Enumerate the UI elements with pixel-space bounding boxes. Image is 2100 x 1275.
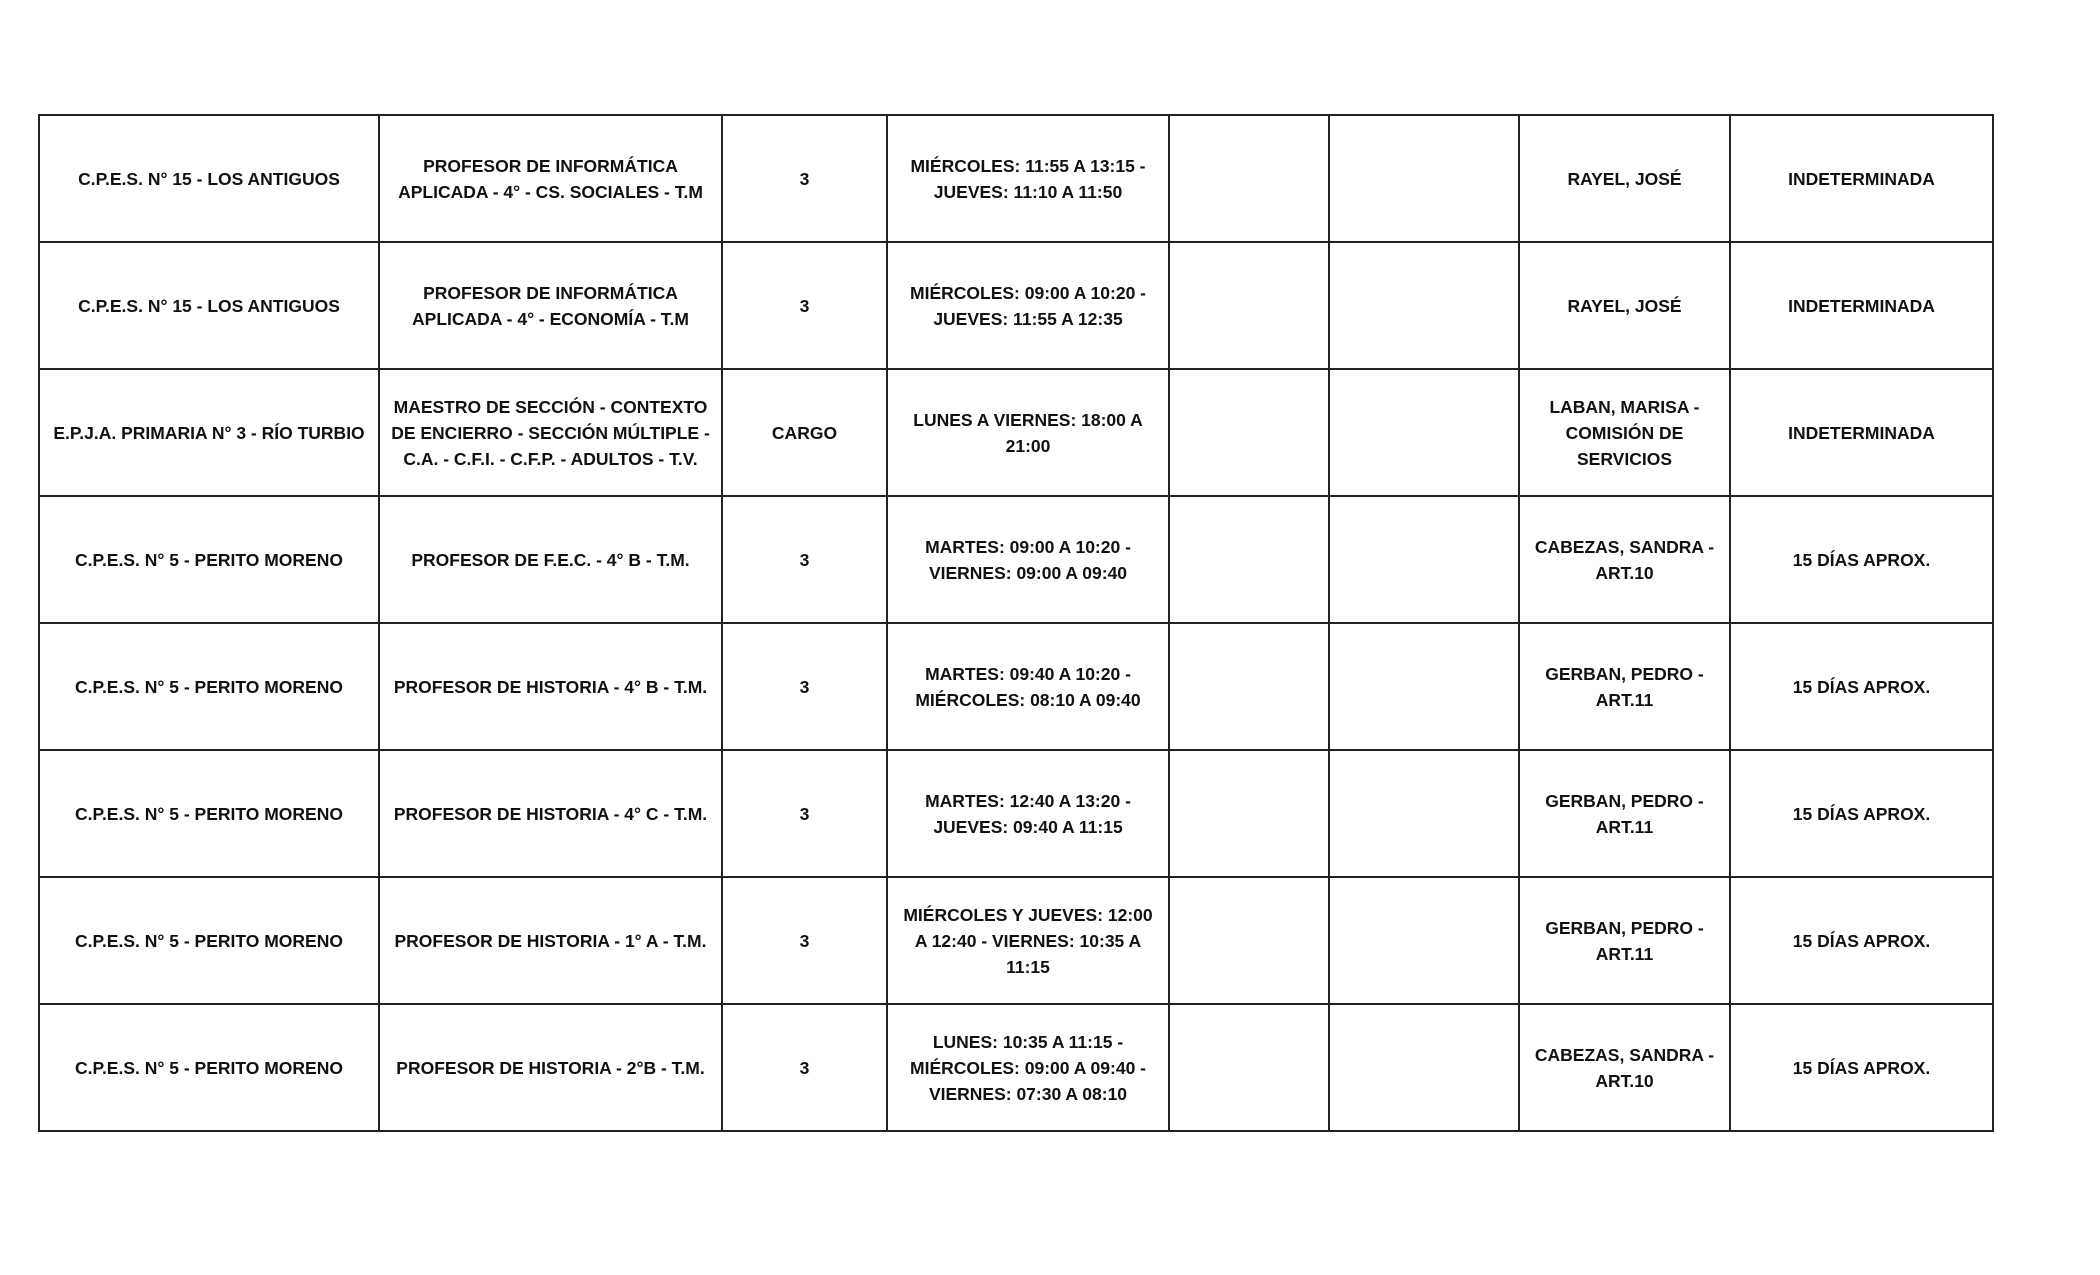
schedule-cell: LUNES: 10:35 A 11:15 - MIÉRCOLES: 09:00 A 09:40 - VIERNES: 07:30 A 08:10 bbox=[887, 1004, 1169, 1131]
schedule-cell: MARTES: 12:40 A 13:20 - JUEVES: 09:40 A 11:15 bbox=[887, 750, 1169, 877]
table-row bbox=[39, 877, 1993, 1004]
position-cell: PROFESOR DE HISTORIA - 4° C - T.M. bbox=[379, 750, 722, 877]
schedule-cell: MIÉRCOLES: 11:55 A 13:15 - JUEVES: 11:10 A 11:50 bbox=[887, 115, 1169, 242]
position-cell: PROFESOR DE INFORMÁTICA APLICADA - 4° - CS. SOCIALES - T.M bbox=[379, 115, 722, 242]
empty-cell bbox=[1169, 623, 1329, 750]
schedule-cell: MIÉRCOLES Y JUEVES: 12:00 A 12:40 - VIERNES: 10:35 A 11:15 bbox=[887, 877, 1169, 1004]
table-row bbox=[39, 1004, 1993, 1131]
school-cell: C.P.E.S. N° 5 - PERITO MORENO bbox=[39, 750, 379, 877]
duration-cell: 15 DÍAS APROX. bbox=[1730, 623, 1993, 750]
holder-cell: GERBAN, PEDRO - ART.11 bbox=[1519, 750, 1730, 877]
empty-cell bbox=[1169, 877, 1329, 1004]
empty-cell bbox=[1169, 369, 1329, 496]
holder-cell: GERBAN, PEDRO - ART.11 bbox=[1519, 877, 1730, 1004]
holder-cell: CABEZAS, SANDRA - ART.10 bbox=[1519, 496, 1730, 623]
holder-cell: CABEZAS, SANDRA - ART.10 bbox=[1519, 1004, 1730, 1131]
school-cell: C.P.E.S. N° 5 - PERITO MORENO bbox=[39, 496, 379, 623]
hours-cell: 3 bbox=[722, 1004, 887, 1131]
position-cell: PROFESOR DE HISTORIA - 4° B - T.M. bbox=[379, 623, 722, 750]
empty-cell bbox=[1169, 1004, 1329, 1131]
holder-cell: LABAN, MARISA - COMISIÓN DE SERVICIOS bbox=[1519, 369, 1730, 496]
position-cell: PROFESOR DE HISTORIA - 2°B - T.M. bbox=[379, 1004, 722, 1131]
school-cell: E.P.J.A. PRIMARIA N° 3 - RÍO TURBIO bbox=[39, 369, 379, 496]
table-row bbox=[39, 115, 1993, 242]
holder-cell: RAYEL, JOSÉ bbox=[1519, 115, 1730, 242]
school-cell: C.P.E.S. N° 15 - LOS ANTIGUOS bbox=[39, 115, 379, 242]
table-row bbox=[39, 750, 1993, 877]
empty-cell bbox=[1169, 496, 1329, 623]
empty-cell bbox=[1169, 750, 1329, 877]
empty-cell bbox=[1329, 242, 1519, 369]
duration-cell: INDETERMINADA bbox=[1730, 242, 1993, 369]
holder-cell: RAYEL, JOSÉ bbox=[1519, 242, 1730, 369]
position-cell: MAESTRO DE SECCIÓN - CONTEXTO DE ENCIERRO - SECCIÓN MÚLTIPLE - C.A. - C.F.I. - C.F.P. - ADULTOS - T.V. bbox=[379, 369, 722, 496]
empty-cell bbox=[1329, 877, 1519, 1004]
vacancy-table bbox=[38, 114, 1994, 1132]
table-row bbox=[39, 369, 1993, 496]
duration-cell: INDETERMINADA bbox=[1730, 115, 1993, 242]
hours-cell: 3 bbox=[722, 877, 887, 1004]
school-cell: C.P.E.S. N° 15 - LOS ANTIGUOS bbox=[39, 242, 379, 369]
hours-cell: 3 bbox=[722, 496, 887, 623]
hours-cell: CARGO bbox=[722, 369, 887, 496]
empty-cell bbox=[1329, 496, 1519, 623]
hours-cell: 3 bbox=[722, 750, 887, 877]
table-row bbox=[39, 242, 1993, 369]
empty-cell bbox=[1329, 1004, 1519, 1131]
table-row bbox=[39, 496, 1993, 623]
school-cell: C.P.E.S. N° 5 - PERITO MORENO bbox=[39, 877, 379, 1004]
table-row bbox=[39, 623, 1993, 750]
schedule-cell: MARTES: 09:00 A 10:20 - VIERNES: 09:00 A 09:40 bbox=[887, 496, 1169, 623]
duration-cell: 15 DÍAS APROX. bbox=[1730, 496, 1993, 623]
schedule-cell: MARTES: 09:40 A 10:20 - MIÉRCOLES: 08:10 A 09:40 bbox=[887, 623, 1169, 750]
empty-cell bbox=[1169, 242, 1329, 369]
position-cell: PROFESOR DE INFORMÁTICA APLICADA - 4° - ECONOMÍA - T.M bbox=[379, 242, 722, 369]
empty-cell bbox=[1329, 115, 1519, 242]
empty-cell bbox=[1329, 623, 1519, 750]
position-cell: PROFESOR DE F.E.C. - 4° B - T.M. bbox=[379, 496, 722, 623]
school-cell: C.P.E.S. N° 5 - PERITO MORENO bbox=[39, 623, 379, 750]
holder-cell: GERBAN, PEDRO - ART.11 bbox=[1519, 623, 1730, 750]
position-cell: PROFESOR DE HISTORIA - 1° A - T.M. bbox=[379, 877, 722, 1004]
schedule-cell: MIÉRCOLES: 09:00 A 10:20 - JUEVES: 11:55 A 12:35 bbox=[887, 242, 1169, 369]
empty-cell bbox=[1169, 115, 1329, 242]
duration-cell: INDETERMINADA bbox=[1730, 369, 1993, 496]
hours-cell: 3 bbox=[722, 623, 887, 750]
duration-cell: 15 DÍAS APROX. bbox=[1730, 750, 1993, 877]
hours-cell: 3 bbox=[722, 242, 887, 369]
duration-cell: 15 DÍAS APROX. bbox=[1730, 877, 1993, 1004]
schedule-cell: LUNES A VIERNES: 18:00 A 21:00 bbox=[887, 369, 1169, 496]
duration-cell: 15 DÍAS APROX. bbox=[1730, 1004, 1993, 1131]
empty-cell bbox=[1329, 750, 1519, 877]
hours-cell: 3 bbox=[722, 115, 887, 242]
empty-cell bbox=[1329, 369, 1519, 496]
school-cell: C.P.E.S. N° 5 - PERITO MORENO bbox=[39, 1004, 379, 1131]
